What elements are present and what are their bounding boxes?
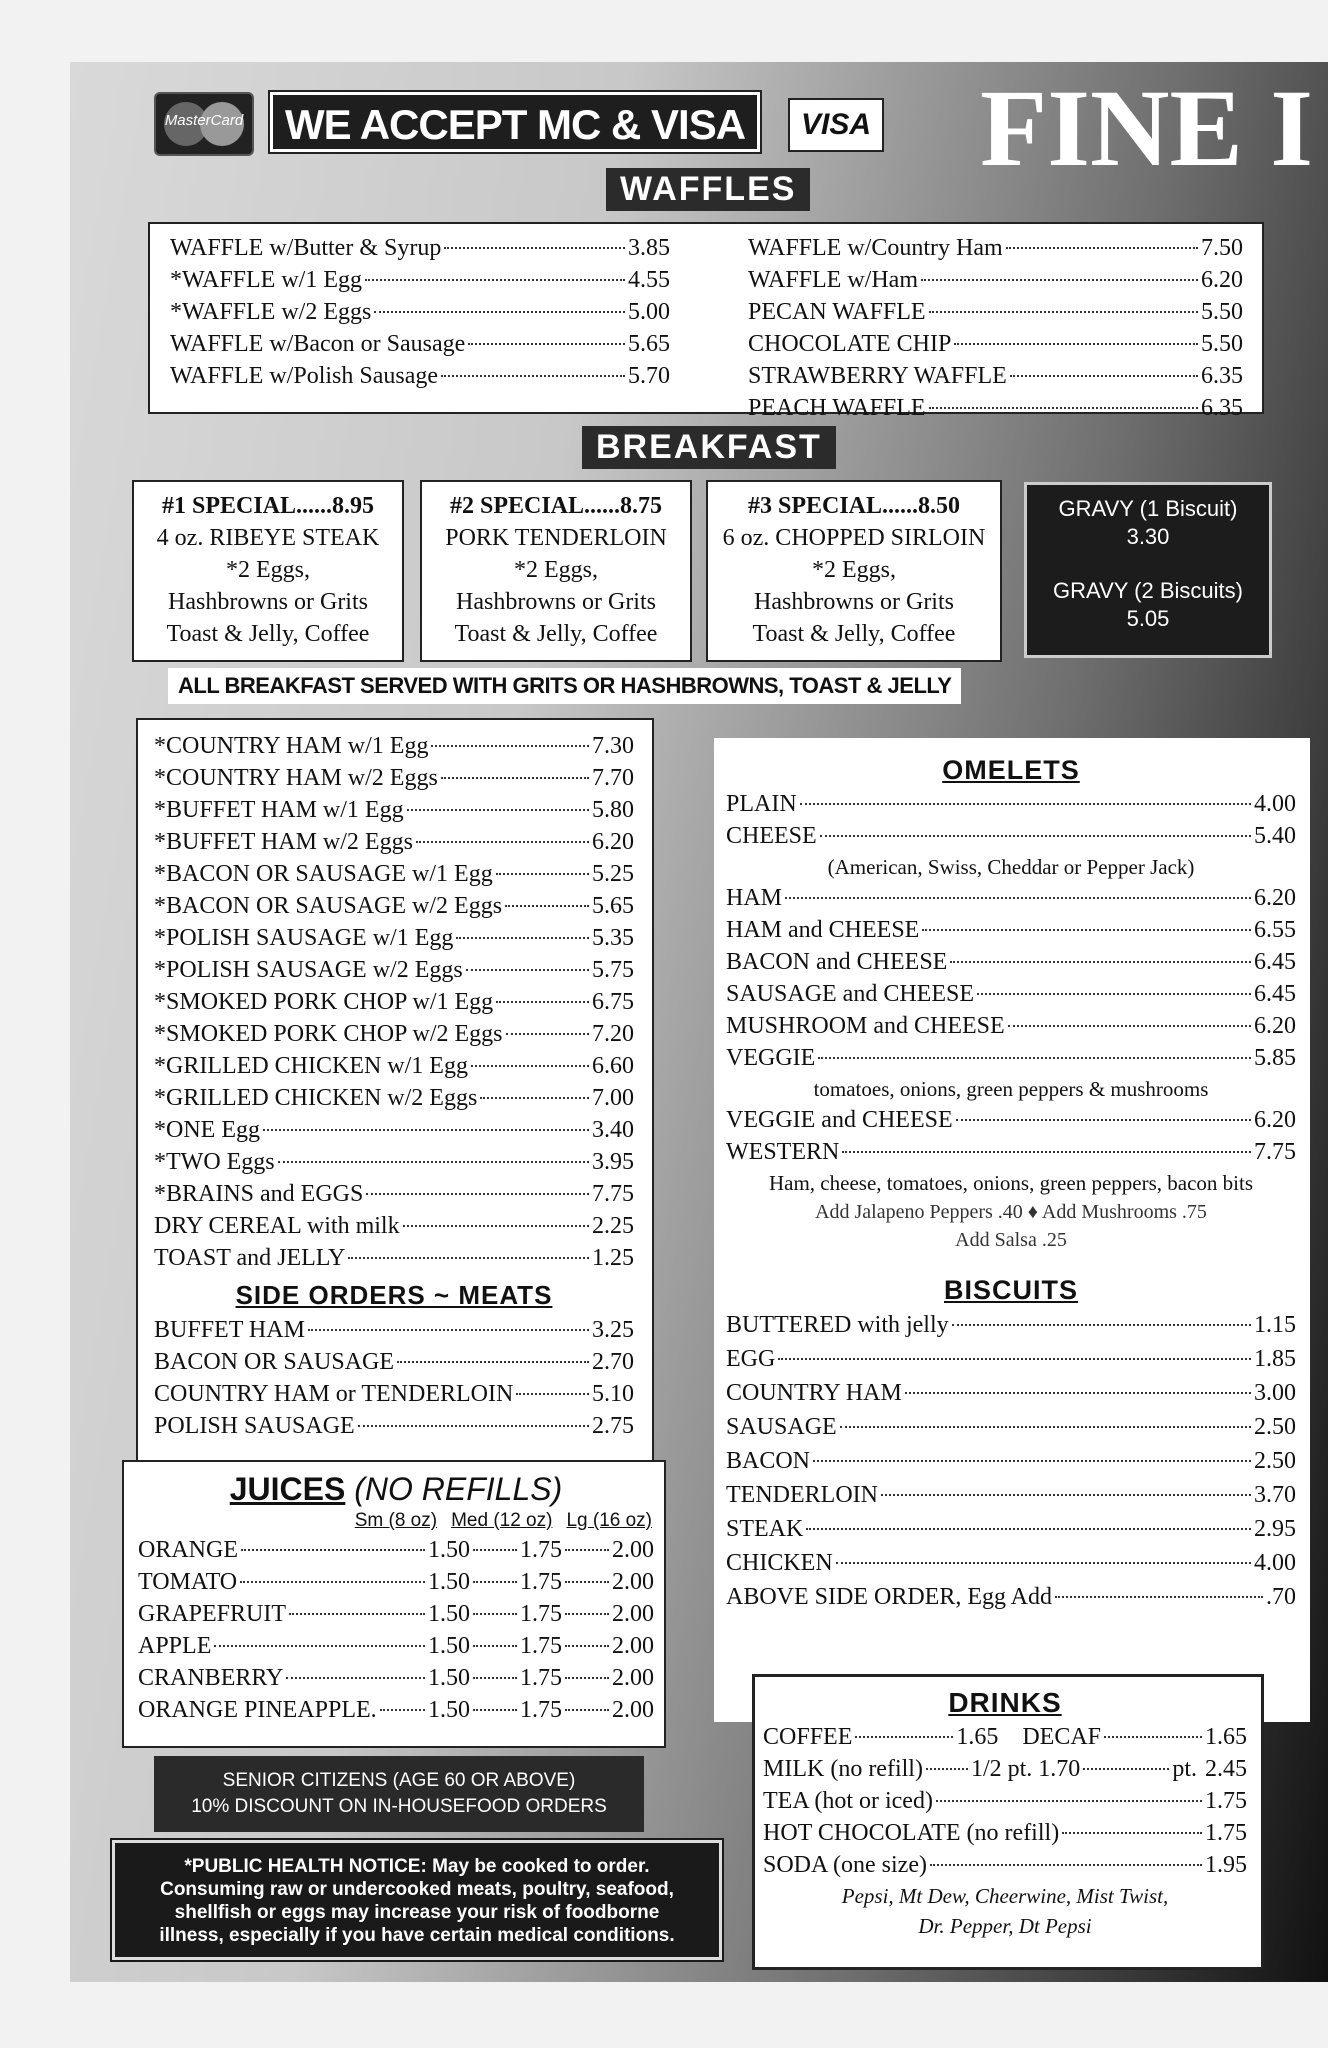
special-price: 8.75 (620, 493, 663, 519)
list-item: *BACON OR SAUSAGE w/1 Egg 5.25 (154, 861, 634, 887)
list-item: DRY CEREAL with milk 2.25 (154, 1213, 634, 1239)
juice-row: APPLE 1.50 1.75 2.00 (138, 1633, 654, 1659)
list-item: WAFFLE w/Polish Sausage 5.70 (170, 363, 670, 389)
waffles-box (148, 222, 1264, 421)
special-meat: 6 oz. CHOPPED SIRLOIN (722, 525, 986, 551)
special-title: #3 SPECIAL (747, 493, 883, 519)
special-extras: Toast & Jelly, Coffee (166, 621, 370, 647)
list-item: ABOVE SIDE ORDER, Egg Add .70 (726, 1584, 1296, 1610)
soda-brands-2: Dr. Pepper, Dt Pepsi (918, 1914, 1092, 1938)
list-item: HAM 6.20 (726, 885, 1296, 911)
list-item: HAM and CHEESE 6.55 (726, 917, 1296, 943)
juices-box (122, 1460, 666, 1748)
list-item: *BRAINS and EGGS 7.75 (154, 1181, 634, 1207)
omelets-biscuits-box (714, 738, 1310, 1722)
list-item: *SMOKED PORK CHOP w/2 Eggs 7.20 (154, 1021, 634, 1047)
special-sides: Hashbrowns or Grits (754, 589, 954, 615)
list-item: SAUSAGE and CHEESE 6.45 (726, 981, 1296, 1007)
special-extras: Toast & Jelly, Coffee (752, 621, 956, 647)
breakfast-items-box (136, 718, 654, 1516)
list-item: STRAWBERRY WAFFLE 6.35 (748, 363, 1243, 389)
juice-row: ORANGE PINEAPPLE. 1.50 1.75 2.00 (138, 1697, 654, 1723)
list-item: VEGGIE 5.85 (726, 1045, 1296, 1071)
list-item: HOT CHOCOLATE (no refill) 1.75 (763, 1820, 1247, 1846)
list-item: BACON 2.50 (726, 1448, 1296, 1474)
special-1: #1 SPECIAL......8.95 4 oz. RIBEYE STEAK *2 Eggs, Hashbrowns or Grits Toast & Jelly, Coffee (132, 480, 404, 662)
drinks-title: DRINKS (948, 1687, 1062, 1718)
gravy-2-label: GRAVY (2 Biscuits) (1053, 578, 1243, 603)
list-item: *COUNTRY HAM w/1 Egg 7.30 (154, 733, 634, 759)
list-item: TENDERLOIN 3.70 (726, 1482, 1296, 1508)
list-item: EGG 1.85 (726, 1346, 1296, 1372)
list-item: BACON OR SAUSAGE 2.70 (154, 1349, 634, 1375)
list-item: *GRILLED CHICKEN w/2 Eggs 7.00 (154, 1085, 634, 1111)
juice-row: GRAPEFRUIT 1.50 1.75 2.00 (138, 1601, 654, 1627)
senior-line-2: 10% DISCOUNT ON IN-HOUSEFOOD ORDERS (191, 1796, 607, 1817)
visa-logo: VISA (788, 98, 884, 152)
special-meat: PORK TENDERLOIN (445, 525, 667, 551)
list-item: WESTERN 7.75 (726, 1139, 1296, 1165)
list-item: WAFFLE w/Country Ham 7.50 (748, 235, 1243, 261)
list-item: COUNTRY HAM 3.00 (726, 1380, 1296, 1406)
gravy-2-price: 5.05 (1126, 606, 1170, 631)
list-item: TEA (hot or iced) 1.75 (763, 1788, 1247, 1814)
list-item: *WAFFLE w/1 Egg 4.55 (170, 267, 670, 293)
soda-brands-1: Pepsi, Mt Dew, Cheerwine, Mist Twist, (841, 1884, 1169, 1908)
list-item: WAFFLE w/Bacon or Sausage 5.65 (170, 331, 670, 357)
special-sides: Hashbrowns or Grits (456, 589, 656, 615)
gravy-1-price: 3.30 (1126, 524, 1170, 549)
list-item: WAFFLE w/Ham 6.20 (748, 267, 1243, 293)
mastercard-text: MasterCard (164, 112, 244, 129)
notice-line-3: shellfish or eggs may increase your risk of foodborne (174, 1902, 660, 1923)
list-item: PLAIN 4.00 (726, 791, 1296, 817)
restaurant-title: FINE I (980, 67, 1314, 189)
senior-discount-banner (154, 1756, 644, 1832)
list-item: SODA (one size) 1.95 (763, 1852, 1247, 1878)
addons-line-2: Add Salsa .25 (955, 1229, 1067, 1251)
special-price: 8.50 (918, 493, 961, 519)
list-item: PEACH WAFFLE 6.35 (748, 395, 1243, 421)
waffles-left (170, 232, 670, 392)
juice-size-header (138, 1508, 654, 1534)
list-item: SAUSAGE 2.50 (726, 1414, 1296, 1440)
accept-banner: WE ACCEPT MC & VISA (270, 92, 760, 152)
special-eggs: *2 Eggs, (226, 557, 310, 583)
addons-line-1: Add Jalapeno Peppers .40 ♦ Add Mushrooms .75 (815, 1201, 1207, 1223)
drinks-box (752, 1674, 1264, 1970)
western-note: Ham, cheese, tomatoes, onions, green peppers, bacon bits (768, 1171, 1254, 1195)
list-item: *POLISH SAUSAGE w/2 Eggs 5.75 (154, 957, 634, 983)
list-item: *POLISH SAUSAGE w/1 Egg 5.35 (154, 925, 634, 951)
cheese-note: (American, Swiss, Cheddar or Pepper Jack) (827, 855, 1195, 879)
mastercard-logo (154, 92, 254, 156)
special-price: 8.95 (332, 493, 375, 519)
list-item: VEGGIE and CHEESE 6.20 (726, 1107, 1296, 1133)
list-item: *GRILLED CHICKEN w/1 Egg 6.60 (154, 1053, 634, 1079)
size-medium: Med (12 oz) (451, 1510, 553, 1531)
special-title: #1 SPECIAL (161, 493, 297, 519)
drink-row-coffee: COFFEE 1.65 DECAF 1.65 (763, 1724, 1248, 1750)
special-extras: Toast & Jelly, Coffee (454, 621, 658, 647)
list-item: PECAN WAFFLE 5.50 (748, 299, 1243, 325)
list-item: MUSHROOM and CHEESE 6.20 (726, 1013, 1296, 1039)
special-eggs: *2 Eggs, (812, 557, 896, 583)
special-3: #3 SPECIAL......8.50 6 oz. CHOPPED SIRLOIN *2 Eggs, Hashbrowns or Grits Toast & Jelly, Coffee (706, 480, 1002, 662)
special-title: #2 SPECIAL (449, 493, 585, 519)
list-item: *ONE Egg 3.40 (154, 1117, 634, 1143)
notice-line-1: *PUBLIC HEALTH NOTICE: May be cooked to order. (184, 1856, 650, 1877)
list-item: BUTTERED with jelly 1.15 (726, 1312, 1296, 1338)
list-item: BACON and CHEESE 6.45 (726, 949, 1296, 975)
notice-line-4: illness, especially if you have certain medical conditions. (159, 1925, 675, 1946)
size-small: Sm (8 oz) (354, 1510, 438, 1531)
juice-row: TOMATO 1.50 1.75 2.00 (138, 1569, 654, 1595)
side-orders-title: SIDE ORDERS ~ MEATS (235, 1280, 553, 1310)
list-item: *BUFFET HAM w/2 Eggs 6.20 (154, 829, 634, 855)
list-item: *COUNTRY HAM w/2 Eggs 7.70 (154, 765, 634, 791)
breakfast-note: ALL BREAKFAST SERVED WITH GRITS OR HASHBROWNS, TOAST & JELLY (168, 668, 961, 704)
list-item: WAFFLE w/Butter & Syrup 3.85 (170, 235, 670, 261)
size-large: Lg (16 oz) (566, 1510, 652, 1531)
biscuits-title: BISCUITS (943, 1275, 1078, 1305)
juice-row: CRANBERRY 1.50 1.75 2.00 (138, 1665, 654, 1691)
menu-page (70, 62, 1328, 1982)
gravy-box (1024, 482, 1272, 658)
list-item: *TWO Eggs 3.95 (154, 1149, 634, 1175)
drink-row-milk: MILK (no refill) 1/2 pt. 1.70 pt. 2.45 (763, 1756, 1247, 1782)
list-item: COUNTRY HAM or TENDERLOIN 5.10 (154, 1381, 634, 1407)
list-item: *SMOKED PORK CHOP w/1 Egg 6.75 (154, 989, 634, 1015)
health-notice (112, 1840, 722, 1960)
list-item: CHICKEN 4.00 (726, 1550, 1296, 1576)
waffles-right (748, 232, 1243, 424)
senior-line-1: SENIOR CITIZENS (AGE 60 OR ABOVE) (222, 1770, 576, 1791)
juices-subtitle: (NO REFILLS) (354, 1471, 563, 1507)
notice-line-2: Consuming raw or undercooked meats, poultry, seafood, (160, 1879, 674, 1900)
list-item: *BACON OR SAUSAGE w/2 Eggs 5.65 (154, 893, 634, 919)
gravy-1-label: GRAVY (1 Biscuit) (1058, 496, 1238, 521)
special-meat: 4 oz. RIBEYE STEAK (156, 525, 380, 551)
veggie-note: tomatoes, onions, green peppers & mushrooms (813, 1077, 1209, 1101)
list-item: CHEESE 5.40 (726, 823, 1296, 849)
list-item: CHOCOLATE CHIP 5.50 (748, 331, 1243, 357)
waffles-title: WAFFLES (606, 168, 810, 211)
list-item: POLISH SAUSAGE 2.75 (154, 1413, 634, 1439)
omelets-title: OMELETS (942, 755, 1080, 785)
list-item: TOAST and JELLY 1.25 (154, 1245, 634, 1271)
list-item: STEAK 2.95 (726, 1516, 1296, 1542)
list-item: *BUFFET HAM w/1 Egg 5.80 (154, 797, 634, 823)
special-eggs: *2 Eggs, (514, 557, 598, 583)
special-sides: Hashbrowns or Grits (168, 589, 368, 615)
juice-row: ORANGE 1.50 1.75 2.00 (138, 1537, 654, 1563)
juices-title: JUICES (229, 1471, 346, 1507)
special-2: #2 SPECIAL......8.75 PORK TENDERLOIN *2 Eggs, Hashbrowns or Grits Toast & Jelly, Coffee (420, 480, 692, 662)
list-item: BUFFET HAM 3.25 (154, 1317, 634, 1343)
list-item: *WAFFLE w/2 Eggs 5.00 (170, 299, 670, 325)
breakfast-title: BREAKFAST (582, 426, 836, 469)
